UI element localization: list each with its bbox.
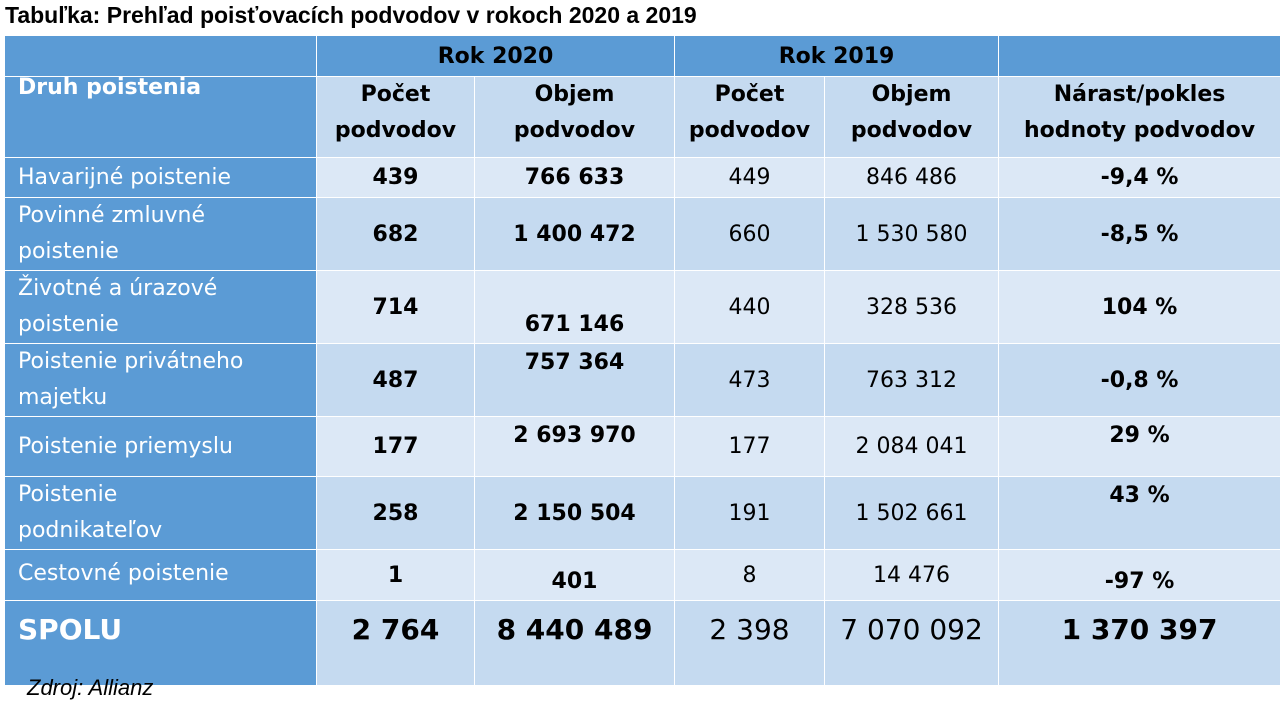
col-header-volume-2019: Objem podvodov [825, 77, 999, 158]
total-volume-2020: 8 440 489 [475, 601, 675, 686]
cell-count-2019: 8 [675, 550, 825, 601]
cell-volume-2019: 1 530 580 [825, 198, 999, 271]
cell-change: -9,4 % [999, 158, 1280, 198]
total-count-2020: 2 764 [317, 601, 475, 686]
table-row [5, 198, 1280, 271]
cell-change: 43 % [999, 477, 1280, 550]
row-label: Havarijné poistenie [5, 158, 317, 198]
row-label: Poistenie priemyslu [5, 417, 317, 477]
row-label: Životné a úrazové poistenie [5, 271, 317, 344]
table-row [5, 477, 1280, 550]
total-row [5, 601, 1280, 686]
cell-volume-2019: 763 312 [825, 344, 999, 417]
table-title: Tabuľka: Prehľad poisťovacích podvodov v rokoch 2020 a 2019 [5, 2, 697, 28]
row-label: Poistenie podnikateľov [5, 477, 317, 550]
total-change: 1 370 397 [999, 601, 1280, 686]
year-2019-header: Rok 2019 [675, 36, 999, 77]
total-label: SPOLU [5, 601, 317, 686]
row-label: Cestovné poistenie [5, 550, 317, 601]
row-label: Povinné zmluvné poistenie [5, 198, 317, 271]
source-note: Zdroj: Allianz [27, 675, 154, 700]
cell-volume-2020: 671 146 [475, 271, 675, 344]
cell-count-2020: 487 [317, 344, 475, 417]
total-volume-2019: 7 070 092 [825, 601, 999, 686]
row-label: Poistenie privátneho majetku [5, 344, 317, 417]
cell-volume-2019: 2 084 041 [825, 417, 999, 477]
total-count-2019: 2 398 [675, 601, 825, 686]
cell-count-2020: 177 [317, 417, 475, 477]
column-header-row [5, 77, 1280, 158]
cell-count-2020: 258 [317, 477, 475, 550]
table-row [5, 550, 1280, 601]
cell-count-2019: 449 [675, 158, 825, 198]
cell-count-2019: 660 [675, 198, 825, 271]
year-header-empty [5, 36, 317, 77]
cell-change: -0,8 % [999, 344, 1280, 417]
cell-count-2020: 1 [317, 550, 475, 601]
cell-count-2019: 440 [675, 271, 825, 344]
table-row [5, 344, 1280, 417]
cell-volume-2019: 846 486 [825, 158, 999, 198]
cell-volume-2020: 757 364 [475, 344, 675, 417]
cell-volume-2019: 1 502 661 [825, 477, 999, 550]
table-row [5, 158, 1280, 198]
fraud-table [4, 35, 1280, 686]
cell-volume-2020: 1 400 472 [475, 198, 675, 271]
cell-volume-2020: 401 [475, 550, 675, 601]
cell-change: 104 % [999, 271, 1280, 344]
col-header-count-2020: Počet podvodov [317, 77, 475, 158]
cell-volume-2020: 2 150 504 [475, 477, 675, 550]
cell-volume-2019: 328 536 [825, 271, 999, 344]
cell-count-2020: 714 [317, 271, 475, 344]
cell-change: -8,5 % [999, 198, 1280, 271]
cell-count-2019: 177 [675, 417, 825, 477]
table-row [5, 417, 1280, 477]
year-header-empty [999, 36, 1280, 77]
table-row [5, 271, 1280, 344]
cell-change: -97 % [999, 550, 1280, 601]
year-2020-header: Rok 2020 [317, 36, 675, 77]
cell-count-2019: 473 [675, 344, 825, 417]
col-header-type: Druh poistenia [5, 77, 317, 158]
year-header-row [5, 36, 1280, 77]
cell-volume-2020: 766 633 [475, 158, 675, 198]
cell-volume-2019: 14 476 [825, 550, 999, 601]
cell-count-2019: 191 [675, 477, 825, 550]
cell-volume-2020: 2 693 970 [475, 417, 675, 477]
cell-change: 29 % [999, 417, 1280, 477]
col-header-change: Nárast/pokles hodnoty podvodov [999, 77, 1280, 158]
cell-count-2020: 439 [317, 158, 475, 198]
col-header-count-2019: Počet podvodov [675, 77, 825, 158]
cell-count-2020: 682 [317, 198, 475, 271]
col-header-volume-2020: Objem podvodov [475, 77, 675, 158]
